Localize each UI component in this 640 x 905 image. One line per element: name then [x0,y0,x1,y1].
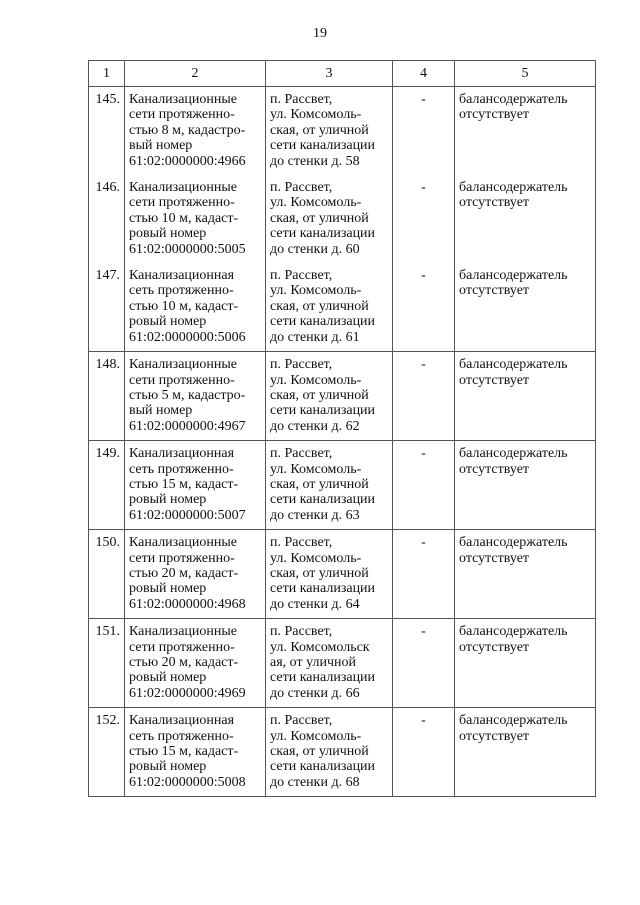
object-name-line: ровый номер [129,670,207,686]
object-name-line: 61:02:0000000:4967 [129,418,246,434]
balance-holder [455,175,596,263]
registry-table [88,60,596,797]
object-address-line: ская, от уличной [270,122,369,138]
object-name-line: Канализационная [129,268,235,284]
object-address-line: ская, от уличной [270,210,369,226]
object-name-line: стью 10 м, кадаст- [129,298,239,314]
object-address-line: ая, от уличной [270,655,356,670]
col4-value: - [393,352,455,441]
object-name [125,708,266,797]
object-address-line: п. Рассвет, [270,268,333,284]
balance-holder-line: балансодержатель [459,624,568,640]
object-name-line: Канализационные [129,357,238,373]
table-row [89,87,596,176]
object-name [125,530,266,619]
object-name [125,87,266,176]
row-number: 145. [89,87,125,176]
balance-holder-line: отсутствует [459,195,530,211]
object-name-line: сети протяженно- [129,107,235,123]
object-address-line: п. Рассвет, [270,713,333,729]
object-address-line: п. Рассвет, [270,180,333,196]
object-address-line: ул. Комсомоль- [270,283,362,299]
object-name-line: 61:02:0000000:4966 [129,153,246,169]
balance-holder [455,619,596,708]
balance-holder-line: балансодержатель [459,92,568,107]
row-number: 151. [89,619,125,708]
object-address [266,619,393,708]
object-name [125,175,266,263]
object-name-line: 61:02:0000000:5008 [129,774,246,790]
object-address [266,708,393,797]
row-number: 150. [89,530,125,619]
object-address-line: до стенки д. 66 [270,685,360,701]
col4-value: - [393,619,455,708]
balance-holder [455,263,596,352]
table-row [89,352,596,441]
object-address-line: ул. Комсомоль- [270,728,362,744]
balance-holder [455,352,596,441]
object-address-line: п. Рассвет, [270,624,333,640]
header-col-2: 2 [125,61,266,87]
object-address [266,530,393,619]
object-name-line: сеть протяженно- [129,728,234,744]
object-name-line: стью 20 м, кадаст- [129,655,239,670]
balance-holder-line: отсутствует [459,372,530,388]
col4-value: - [393,708,455,797]
balance-holder [455,708,596,797]
object-name-line: 61:02:0000000:4968 [129,596,246,612]
balance-holder-line: балансодержатель [459,180,568,196]
object-name [125,619,266,708]
object-address-line: ул. Комсомоль- [270,107,362,123]
object-name-line: 61:02:0000000:5006 [129,329,246,345]
object-address-line: ская, от уличной [270,565,369,581]
object-name-line: ровый номер [129,492,207,508]
balance-holder-line: отсутствует [459,639,530,655]
object-address-line: п. Рассвет, [270,535,333,551]
table-row [89,530,596,619]
header-row [89,61,596,87]
object-name-line: Канализационные [129,180,238,196]
object-name-line: ровый номер [129,226,207,242]
object-name-line: стью 15 м, кадаст- [129,744,239,760]
object-address-line: до стенки д. 64 [270,596,360,612]
object-name-line: вый номер [129,138,193,154]
object-address-line: сети канализации [270,670,376,686]
table-row [89,263,596,352]
object-address-line: до стенки д. 63 [270,507,360,523]
object-address [266,175,393,263]
object-address [266,263,393,352]
balance-holder-line: балансодержатель [459,268,568,284]
object-address [266,352,393,441]
object-address-line: сети канализации [270,759,376,775]
object-name-line: сети протяженно- [129,195,235,211]
object-name-line: ровый номер [129,581,207,597]
table-row [89,441,596,530]
object-address-line: до стенки д. 58 [270,153,360,169]
object-address-line: до стенки д. 61 [270,329,360,345]
table-row [89,708,596,797]
object-address-line: ская, от уличной [270,298,369,314]
row-number: 147. [89,263,125,352]
page-number: 19 [313,26,327,41]
object-address-line: п. Рассвет, [270,446,333,462]
object-name-line: 61:02:0000000:5005 [129,241,246,257]
object-address [266,441,393,530]
col4-value: - [393,263,455,352]
object-name-line: Канализационная [129,713,235,729]
object-name-line: 61:02:0000000:5007 [129,507,246,523]
object-name-line: вый номер [129,403,193,419]
table-row [89,619,596,708]
object-address-line: ул. Комсомольск [270,639,370,655]
object-name-line: Канализационная [129,446,235,462]
header-col-3: 3 [266,61,393,87]
object-address-line: п. Рассвет, [270,357,333,373]
object-address-line: до стенки д. 60 [270,241,360,257]
object-name [125,263,266,352]
object-name-line: сети протяженно- [129,639,235,655]
object-address-line: ская, от уличной [270,387,369,403]
object-address-line: ул. Комсомоль- [270,195,362,211]
object-name-line: сети протяженно- [129,372,235,388]
object-name-line: стью 8 м, кадастро- [129,122,246,138]
object-address-line: до стенки д. 68 [270,774,360,790]
object-name-line: ровый номер [129,314,207,330]
col4-value: - [393,530,455,619]
object-address-line: ул. Комсомоль- [270,461,362,477]
balance-holder-line: отсутствует [459,728,530,744]
object-name-line: Канализационные [129,535,238,551]
balance-holder [455,530,596,619]
object-address-line: п. Рассвет, [270,92,333,107]
row-number: 152. [89,708,125,797]
object-name-line: стью 10 м, кадаст- [129,210,239,226]
object-name-line: Канализационные [129,624,238,640]
col4-value: - [393,87,455,176]
object-address-line: ул. Комсомоль- [270,372,362,388]
header-col-4: 4 [393,61,455,87]
object-address-line: сети канализации [270,492,376,508]
object-name-line: ровый номер [129,759,207,775]
object-name-line: стью 5 м, кадастро- [129,387,246,403]
table-row [89,175,596,263]
object-name-line: сеть протяженно- [129,283,234,299]
balance-holder [455,441,596,530]
object-address-line: сети канализации [270,138,376,154]
object-address-line: сети канализации [270,226,376,242]
object-address-line: ул. Комсомоль- [270,550,362,566]
balance-holder-line: отсутствует [459,461,530,477]
object-address-line: сети канализации [270,403,376,419]
object-address-line: сети канализации [270,581,376,597]
object-name-line: стью 15 м, кадаст- [129,476,239,492]
balance-holder-line: балансодержатель [459,446,568,462]
header-col-5: 5 [455,61,596,87]
col4-value: - [393,175,455,263]
balance-holder-line: отсутствует [459,107,530,123]
object-address-line: ская, от уличной [270,744,369,760]
object-name-line: сеть протяженно- [129,461,234,477]
row-number: 148. [89,352,125,441]
balance-holder-line: балансодержатель [459,535,568,551]
object-name-line: Канализационные [129,92,238,107]
object-name [125,441,266,530]
balance-holder-line: отсутствует [459,283,530,299]
object-name-line: 61:02:0000000:4969 [129,685,246,701]
row-number: 149. [89,441,125,530]
row-number: 146. [89,175,125,263]
object-address-line: до стенки д. 62 [270,418,360,434]
header-col-1: 1 [89,61,125,87]
object-name-line: сети протяженно- [129,550,235,566]
object-address-line: ская, от уличной [270,476,369,492]
balance-holder-line: отсутствует [459,550,530,566]
object-address-line: сети канализации [270,314,376,330]
object-address [266,87,393,176]
balance-holder [455,87,596,176]
balance-holder-line: балансодержатель [459,713,568,729]
object-name-line: стью 20 м, кадаст- [129,565,239,581]
balance-holder-line: балансодержатель [459,357,568,373]
col4-value: - [393,441,455,530]
object-name [125,352,266,441]
